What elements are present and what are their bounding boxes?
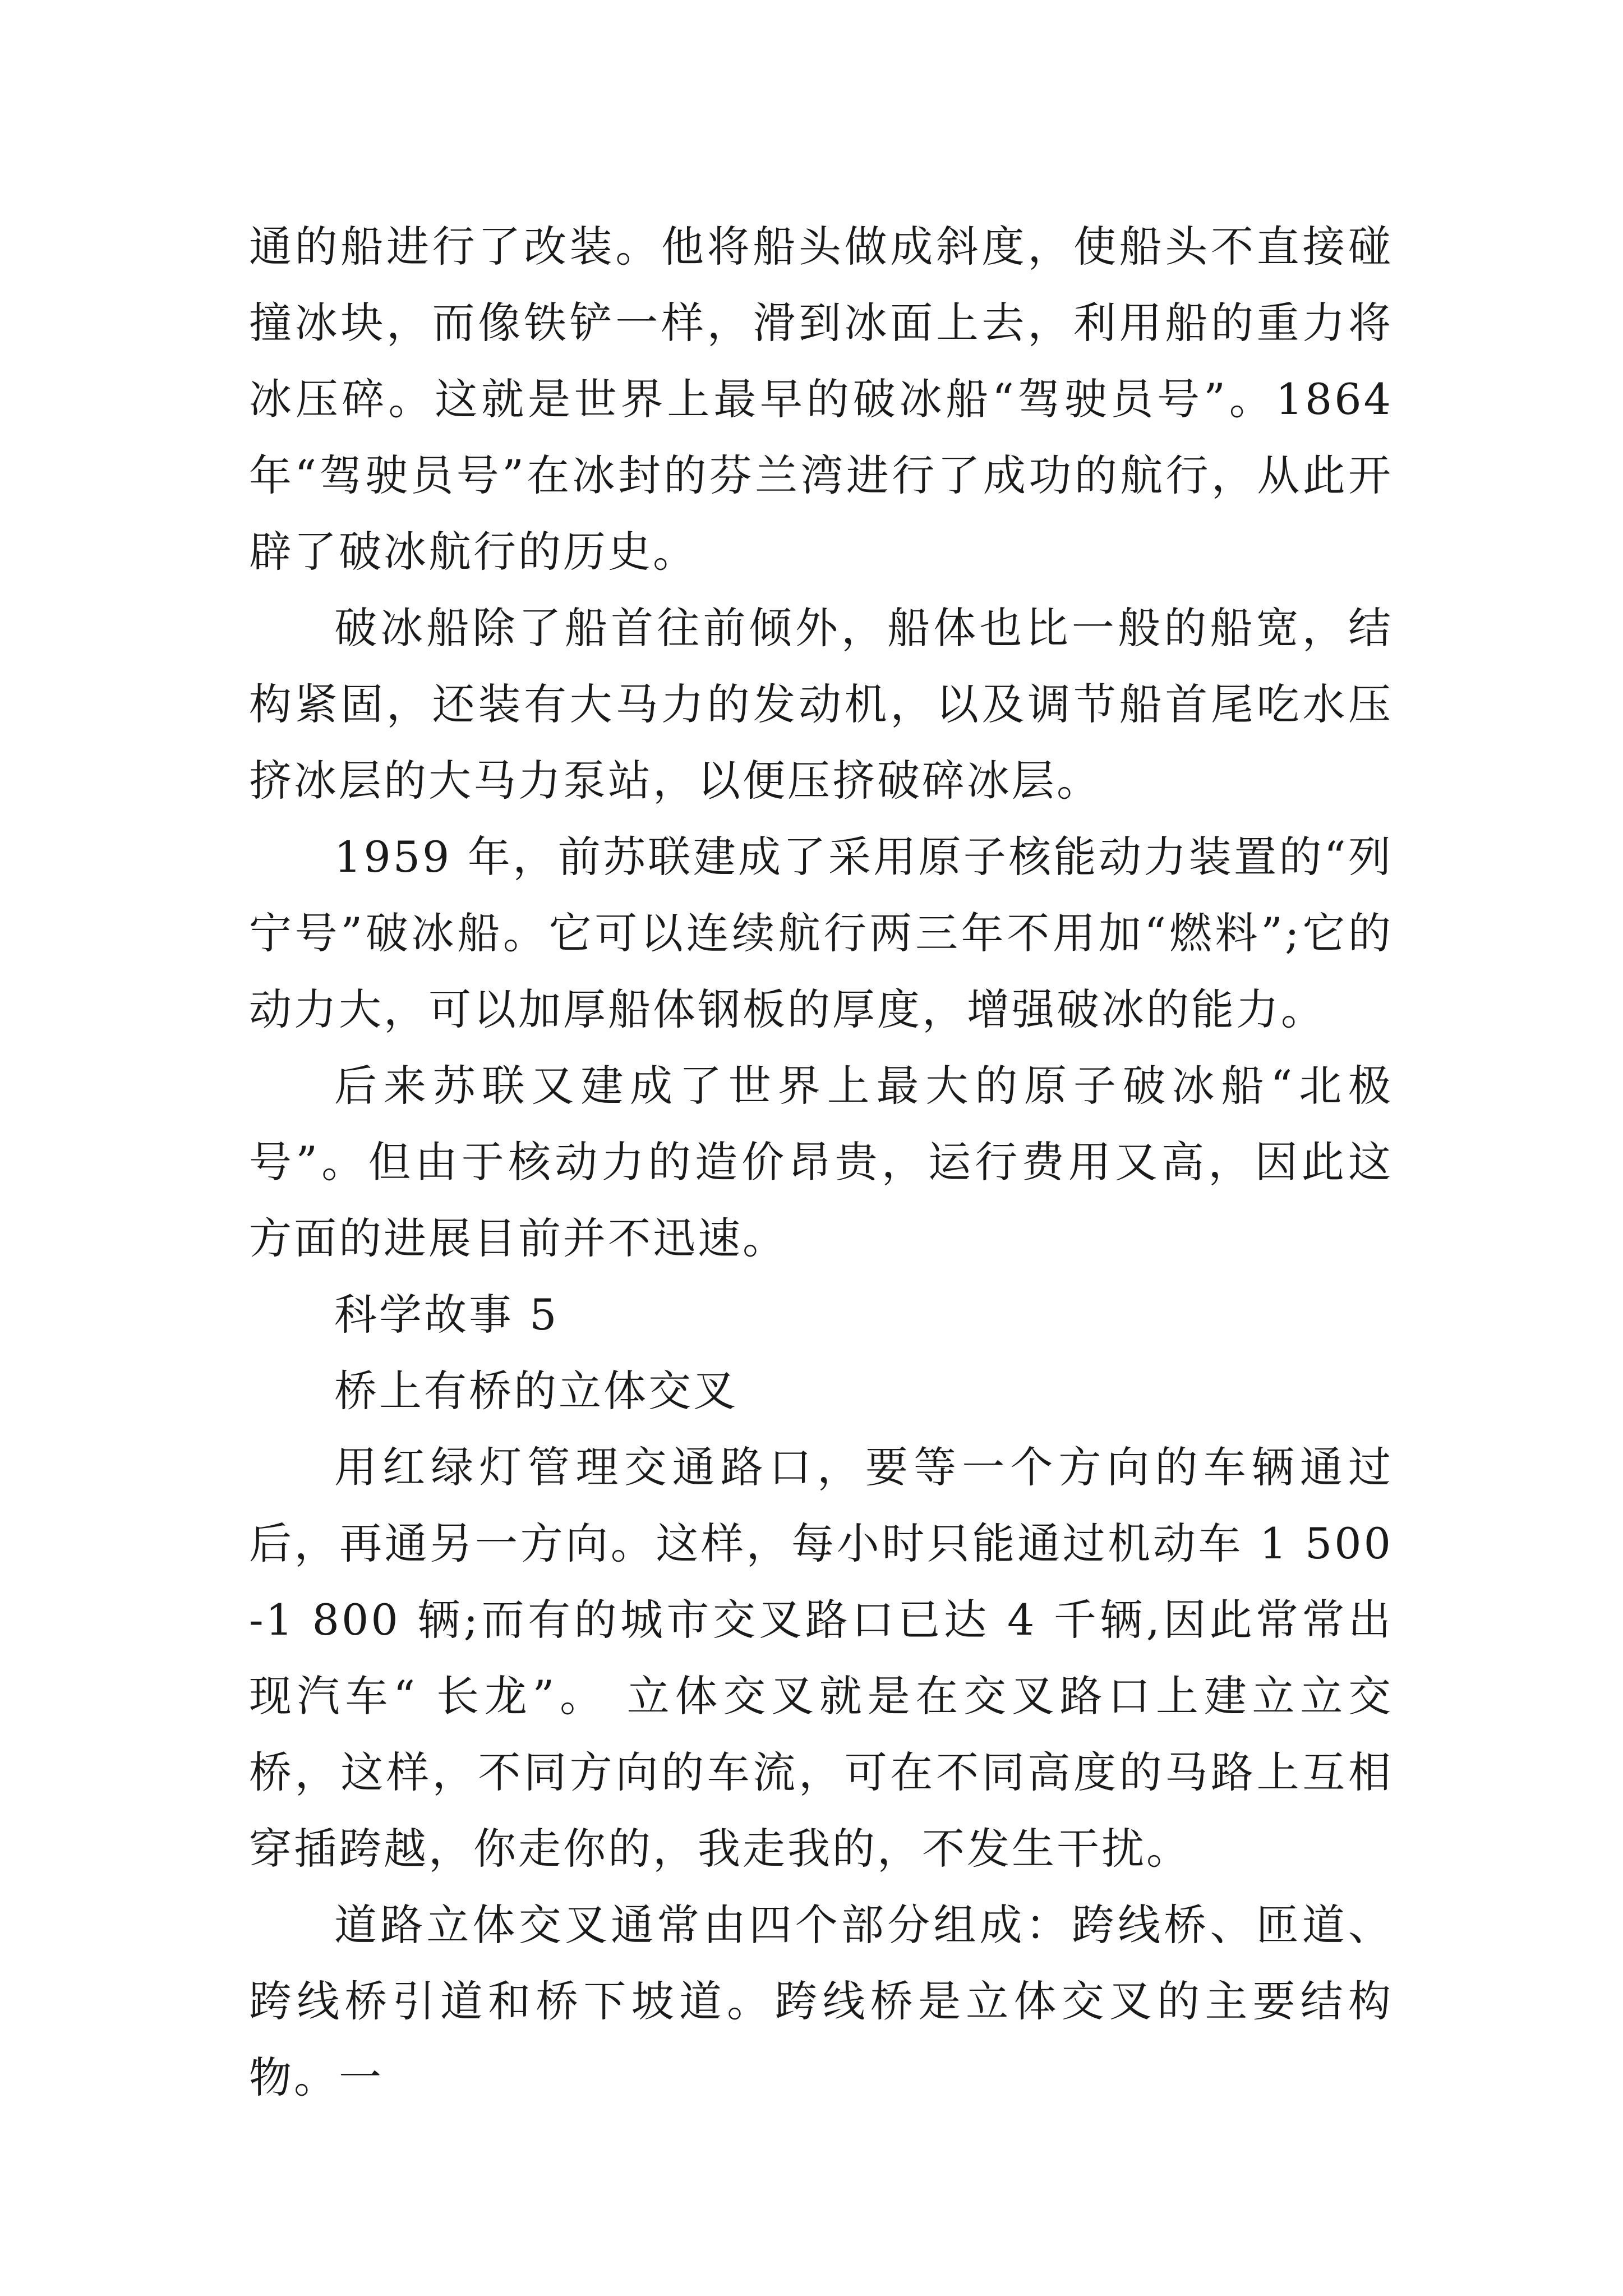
paragraph-lenin-icebreaker: 1959 年，前苏联建成了采用原子核能动力装置的“列宁号”破冰船。它可以连续航行两三年不用加“燃料”;它的动力大，可以加厚船体钢板的厚度，增强破冰的能力。: [249, 832, 1393, 1034]
paragraph-traffic-lights: 用红绿灯管理交通路口，要等一个方向的车辆通过后，再通另一方向。这样，每小时只能通过机动车 1 500-1 800 辆;而有的城市交叉路口已达 4 千辆,因此常常出现汽车“ 长龙”。 立体交叉就是在交叉路口上建立立交桥，这样，不同方向的车流，可在不同高度的马路上互相穿插跨越，你走你的，我走我的，不发生干扰。: [249, 1442, 1393, 1874]
paragraph-interchange-parts: 道路立体交叉通常由四个部分组成：跨线桥、匝道、跨线桥引道和桥下坡道。跨线桥是立体交叉的主要结构物。一: [249, 1900, 1393, 2102]
paragraph-icebreaker-structure: 破冰船除了船首往前倾外，船体也比一般的船宽，结构紧固，还装有大马力的发动机，以及调节船首尾吃水压挤冰层的大马力泵站，以便压挤破碎冰层。: [249, 603, 1393, 806]
section-title-interchange: 桥上有桥的立体交叉: [334, 1366, 738, 1416]
section-heading-story-number: 科学故事 5: [334, 1290, 559, 1340]
paragraph-arktika-icebreaker: 后来苏联又建成了世界上最大的原子破冰船“北极号”。但由于核动力的造价昂贵，运行费用又高，因此这方面的进展目前并不迅速。: [249, 1061, 1393, 1263]
paragraph-icebreaker-origin: 通的船进行了改装。他将船头做成斜度，使船头不直接碰撞冰块，而像铁铲一样，滑到冰面上去，利用船的重力将冰压碎。这就是世界上最早的破冰船“驾驶员号”。1864 年“驾驶员号”在冰封的芬兰湾进行了成功的航行，从此开辟了破冰航行的历史。: [249, 222, 1409, 577]
document-body: [249, 209, 1409, 2116]
